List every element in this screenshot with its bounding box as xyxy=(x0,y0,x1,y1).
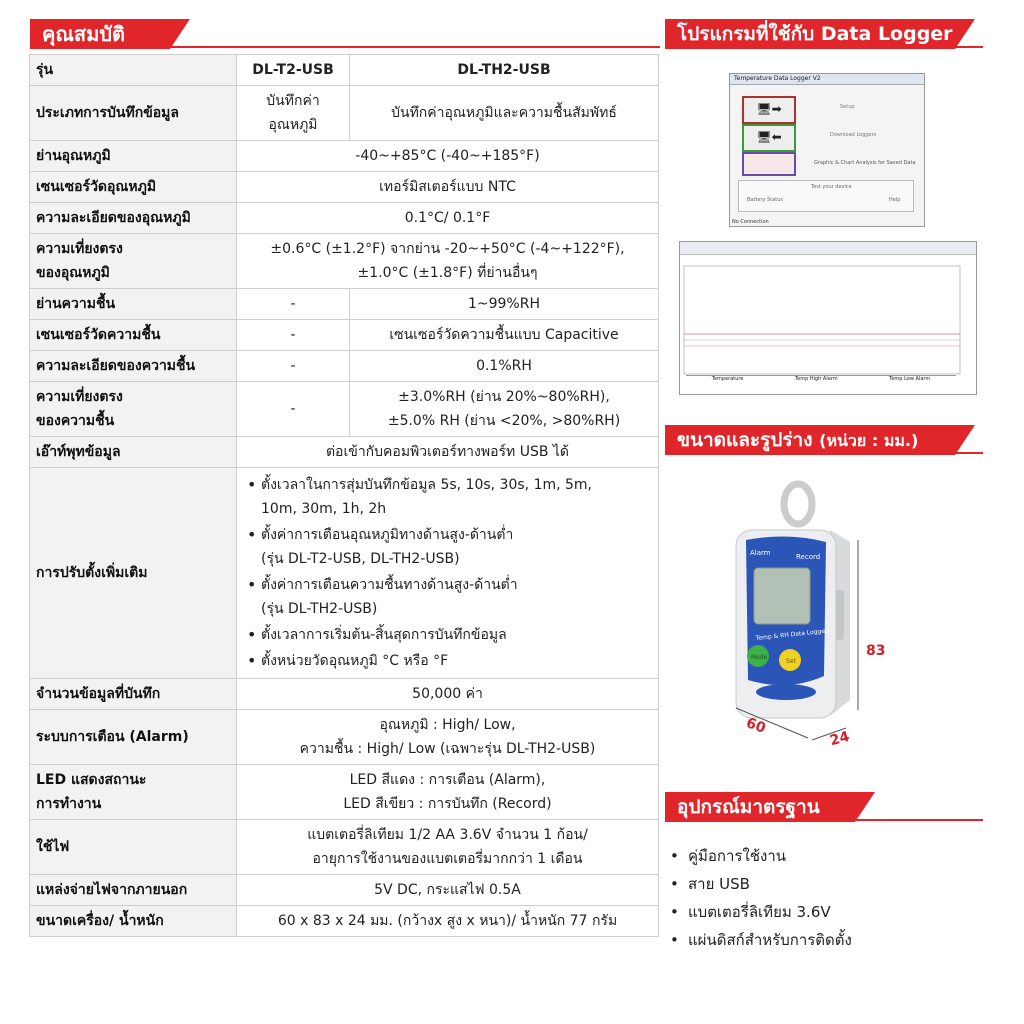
row-label: ความเที่ยงตรง ของความชื้น xyxy=(30,382,237,437)
row-label: ความละเอียดของความชื้น xyxy=(30,351,237,382)
model-label: รุ่น xyxy=(30,55,237,86)
graph-legend xyxy=(686,375,956,382)
row-label: ความละเอียดของอุณหภูมิ xyxy=(30,203,237,234)
cell-value: 5V DC, กระแสไฟ 0.5A xyxy=(237,875,659,906)
standard-header: อุปกรณ์มาตรฐาน xyxy=(665,792,855,822)
list-item: • แผ่นดิสก์สำหรับการติดตั้ง xyxy=(668,926,852,954)
list-item: • ตั้งค่าการเตือนความชื้นทางด้านสูง-ด้านต่ำ (รุ่น DL-TH2-USB) xyxy=(261,573,652,621)
row-label: ความเที่ยงตรง ของอุณหภูมิ xyxy=(30,234,237,289)
row-label: จำนวนข้อมูลที่บันทึก xyxy=(30,679,237,710)
blue-bar xyxy=(756,684,816,700)
software-main-window xyxy=(729,73,925,227)
row-label: เอ๊าท์พุทข้อมูล xyxy=(30,437,237,468)
cell-b: ±3.0%RH (ย่าน 20%~80%RH), ±5.0% RH (ย่าน <20%, >80%RH) xyxy=(350,382,659,437)
row-label: ย่านอุณหภูมิ xyxy=(30,141,237,172)
table-row xyxy=(30,875,659,906)
table-row xyxy=(30,710,659,765)
hang-loop xyxy=(784,484,812,524)
software-header-line xyxy=(665,46,983,48)
cell-value: แบตเตอรี่ลิเทียม 1/2 AA 3.6V จำนวน 1 ก้อน/ อายุการใช้งานของแบตเตอรี่มากกว่า 1 เดือน xyxy=(237,820,659,875)
legend-low-alarm: Temp Low Alarm xyxy=(889,376,931,382)
dimension-unit: (หน่วย : มม.) xyxy=(819,431,919,450)
row-label: ระบบการเตือน (Alarm) xyxy=(30,710,237,765)
list-item: • ตั้งหน่วยวัดอุณหภูมิ °C หรือ °F xyxy=(261,649,652,673)
graphic-label: Graphic & Chart Analysis for Saved Data xyxy=(814,160,916,166)
cell-value: -40~+85°C (-40~+185°F) xyxy=(237,141,659,172)
cell-value: เทอร์มิสเตอร์แบบ NTC xyxy=(237,172,659,203)
spec-table xyxy=(29,54,659,937)
list-item: • ตั้งเวลาในการสุ่มบันทึกข้อมูล 5s, 10s, 30s, 1m, 5m, 10m, 30m, 1h, 2h xyxy=(261,473,652,521)
table-row xyxy=(30,55,659,86)
cell-value: 60 x 83 x 24 มม. (กว้างx สูง x หนา)/ น้ำหนัก 77 กรัม xyxy=(237,906,659,937)
cell-b: บันทึกค่าอุณหภูมิและความชื้นสัมพัทธ์ xyxy=(350,86,659,141)
cell-a: - xyxy=(237,289,350,320)
setup-button[interactable]: 🖥➡ xyxy=(742,96,796,124)
alarm-label: Alarm xyxy=(750,549,771,557)
record-label: Record xyxy=(796,553,821,561)
software-graph-window xyxy=(679,241,977,395)
table-row xyxy=(30,203,659,234)
spec-header-line xyxy=(30,46,660,48)
cell-a: - xyxy=(237,320,350,351)
width-dimension: 60 xyxy=(743,715,768,737)
legend-temperature: Temperature xyxy=(711,376,744,382)
device-illustration xyxy=(700,480,940,770)
cell-value: ±0.6°C (±1.2°F) จากย่าน -20~+50°C (-4~+122°F), ±1.0°C (±1.8°F) ที่ย่านอื่นๆ xyxy=(237,234,659,289)
cell-b: 0.1%RH xyxy=(350,351,659,382)
window-titlebar: Temperature Data Logger V2 xyxy=(730,74,924,85)
cell-value: 0.1°C/ 0.1°F xyxy=(237,203,659,234)
standard-accessory-list xyxy=(668,842,852,954)
dimension-title: ขนาดและรูปร่าง xyxy=(677,429,813,451)
list-item: • สาย USB xyxy=(668,870,852,898)
setup-label: Setup xyxy=(840,104,855,110)
table-row xyxy=(30,679,659,710)
list-item: • คู่มือการใช้งาน xyxy=(668,842,852,870)
cell-a: - xyxy=(237,382,350,437)
feature-list xyxy=(243,473,652,673)
table-row xyxy=(30,906,659,937)
table-row xyxy=(30,289,659,320)
table-row xyxy=(30,820,659,875)
cell-value: อุณหภูมิ : High/ Low, ความชื้น : High/ Low (เฉพาะรุ่น DL-TH2-USB) xyxy=(237,710,659,765)
row-label: ขนาดเครื่อง/ น้ำหนัก xyxy=(30,906,237,937)
model-a: DL-T2-USB xyxy=(237,55,350,86)
table-row xyxy=(30,382,659,437)
battery-label: Battery Status xyxy=(747,197,784,203)
lcd-display xyxy=(754,568,810,624)
row-label: LED แสดงสถานะ การทำงาน xyxy=(30,765,237,820)
device-model-label: Temp & RH Data Logger xyxy=(755,627,828,642)
cell-b: เซนเซอร์วัดความชื้นแบบ Capacitive xyxy=(350,320,659,351)
table-row xyxy=(30,172,659,203)
row-label: เซนเซอร์วัดความชื้น xyxy=(30,320,237,351)
table-row xyxy=(30,141,659,172)
download-label: Download Loggers xyxy=(830,132,877,138)
list-item: • แบตเตอรี่ลิเทียม 3.6V xyxy=(668,898,852,926)
cell-a: บันทึกค่าอุณหภูมิ xyxy=(237,86,350,141)
list-item: • ตั้งค่าการเตือนอุณหภูมิทางด้านสูง-ด้านต่ำ (รุ่น DL-T2-USB, DL-TH2-USB) xyxy=(261,523,652,571)
cell-a: - xyxy=(237,351,350,382)
status-label: No Connection xyxy=(732,219,769,225)
model-b: DL-TH2-USB xyxy=(350,55,659,86)
graphic-button[interactable] xyxy=(742,152,796,176)
table-row xyxy=(30,437,659,468)
dimension-header-line xyxy=(665,452,983,454)
legend-high-alarm: Temp High Alarm xyxy=(794,376,838,382)
depth-dimension: 24 xyxy=(828,728,852,750)
row-label: ย่านความชื้น xyxy=(30,289,237,320)
download-button[interactable]: 🖥⬅ xyxy=(742,124,796,152)
row-label: การปรับตั้งเพิ่มเติม xyxy=(30,468,237,679)
spec-header: คุณสมบัติ xyxy=(30,19,170,49)
table-row xyxy=(30,86,659,141)
test-panel xyxy=(738,180,914,212)
row-label: ใช้ไฟ xyxy=(30,820,237,875)
list-item: • ตั้งเวลาการเริ่มต้น-สิ้นสุดการบันทึกข้อมูล xyxy=(261,623,652,647)
cell-value: ต่อเข้ากับคอมพิวเตอร์ทางพอร์ท USB ได้ xyxy=(237,437,659,468)
help-label[interactable]: Help xyxy=(889,197,901,203)
table-row xyxy=(30,320,659,351)
table-row xyxy=(30,351,659,382)
row-label: เซนเซอร์วัดอุณหภูมิ xyxy=(30,172,237,203)
cell-value: 50,000 ค่า xyxy=(237,679,659,710)
table-row xyxy=(30,765,659,820)
table-row xyxy=(30,468,659,679)
software-header: โปรแกรมที่ใช้กับ Data Logger xyxy=(665,19,955,49)
dimension-header xyxy=(665,425,955,455)
standard-header-line xyxy=(665,819,983,821)
mode-button-label: Mode xyxy=(751,654,768,661)
feature-list-cell xyxy=(237,468,659,679)
row-label: แหล่งจ่ายไฟจากภายนอก xyxy=(30,875,237,906)
row-label: ประเภทการบันทึกข้อมูล xyxy=(30,86,237,141)
graph-area xyxy=(680,254,976,394)
height-dimension: 83 xyxy=(866,643,886,659)
cell-b: 1~99%RH xyxy=(350,289,659,320)
set-button-label: Set xyxy=(786,658,796,665)
cell-value: LED สีแดง : การเตือน (Alarm), LED สีเขียว : การบันทึก (Record) xyxy=(237,765,659,820)
table-row xyxy=(30,234,659,289)
test-label: Test your device xyxy=(811,184,852,190)
